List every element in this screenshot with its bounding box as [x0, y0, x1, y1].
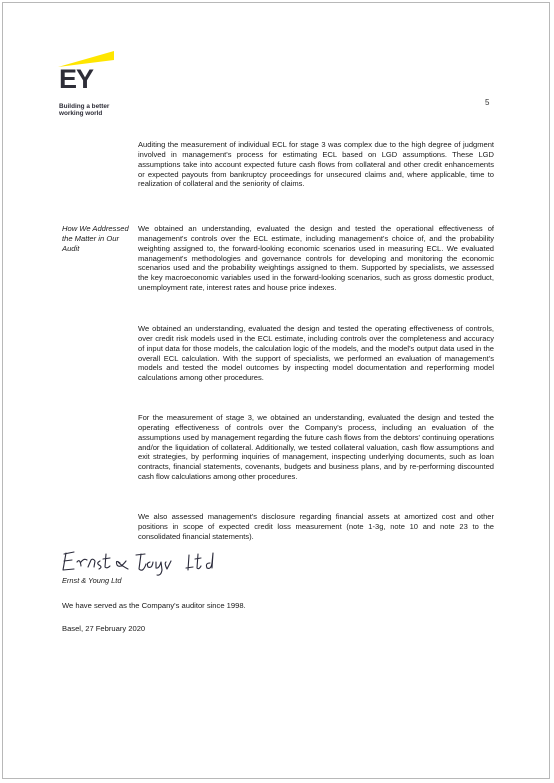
- logo-tagline-line2: working world: [59, 110, 103, 118]
- paragraph-disclosure: We also assessed management's disclosure regarding financial assets at amortized cost and other positions in scope of expected credit loss measurement (note 1-3g, note 10 and note 23 to the consolidated financial statements).: [138, 512, 494, 541]
- paragraph-ecl-complexity: Auditing the measurement of individual ECL for stage 3 was complex due to the high degree of judgment involved in management's process for estimating ECL based on LGD assumptions. These LGD assumptions take into account expected future cash flows from collateral and other credit enhancements or expected payouts from bankruptcy proceedings for unsecured claims and, where applicable, time to realization of collateral and the seniority of claims.: [138, 140, 494, 189]
- logo-letters: EY: [59, 64, 94, 94]
- paragraph-controls-scenarios: We obtained an understanding, evaluated the design and tested the operational effectiveness of management's controls over the ECL estimate, including management's choice of, and the probability weighting assigned to, the forward-looking economic scenarios used in measuring ECL. We evaluated management's methodologies and governance controls for developing and monitoring the economic scenarios used and the probability weightings assigned to them. Supported by specialists, we assessed the key macroeconomic variables used in the forward-looking scenarios, such as gross domestic product, unemployment rate, interest rates and house price indexes.: [138, 224, 494, 293]
- firm-name: Ernst & Young Ltd: [62, 576, 122, 585]
- signature-image: [60, 548, 230, 578]
- ey-logo: [58, 48, 138, 124]
- logo-tagline-line1: Building a better: [59, 103, 110, 110]
- page-number: 5: [485, 98, 490, 107]
- auditor-since: We have served as the Company's auditor since 1998.: [62, 601, 246, 610]
- place-date: Basel, 27 February 2020: [62, 624, 146, 633]
- paragraph-stage3-measurement: For the measurement of stage 3, we obtained an understanding, evaluated the design and tested the operating effectiveness of controls over the Company's process, including an evaluation of the assumptions used by management regarding the future cash flows from the debtors' continuing operations and/or the liquidation of collateral. Additionally, we tested collateral valuation, cash flow assumptions and exit strategies, by performing inquiries of management, inspecting underlying documents, such as loan contracts, financial statements, covenants, budgets and business plans, and by re-performing discounted cash flow calculations among other procedures.: [138, 413, 494, 482]
- side-heading: How We Addressed the Matter in Our Audit: [62, 224, 129, 253]
- paragraph-credit-risk-models: We obtained an understanding, evaluated the design and tested the operating effectiveness of controls, over credit risk models used in the ECL estimate, including controls over the completeness and accuracy of input data for those models, the calculation logic of the models, and the model's output data used in the overall ECL calculation. With the support of specialists, we performed an evaluation of management's models and tested the model outcomes by inspecting model documentation and reperforming model calculations among other procedures.: [138, 324, 494, 383]
- logo-tagline: [59, 103, 139, 118]
